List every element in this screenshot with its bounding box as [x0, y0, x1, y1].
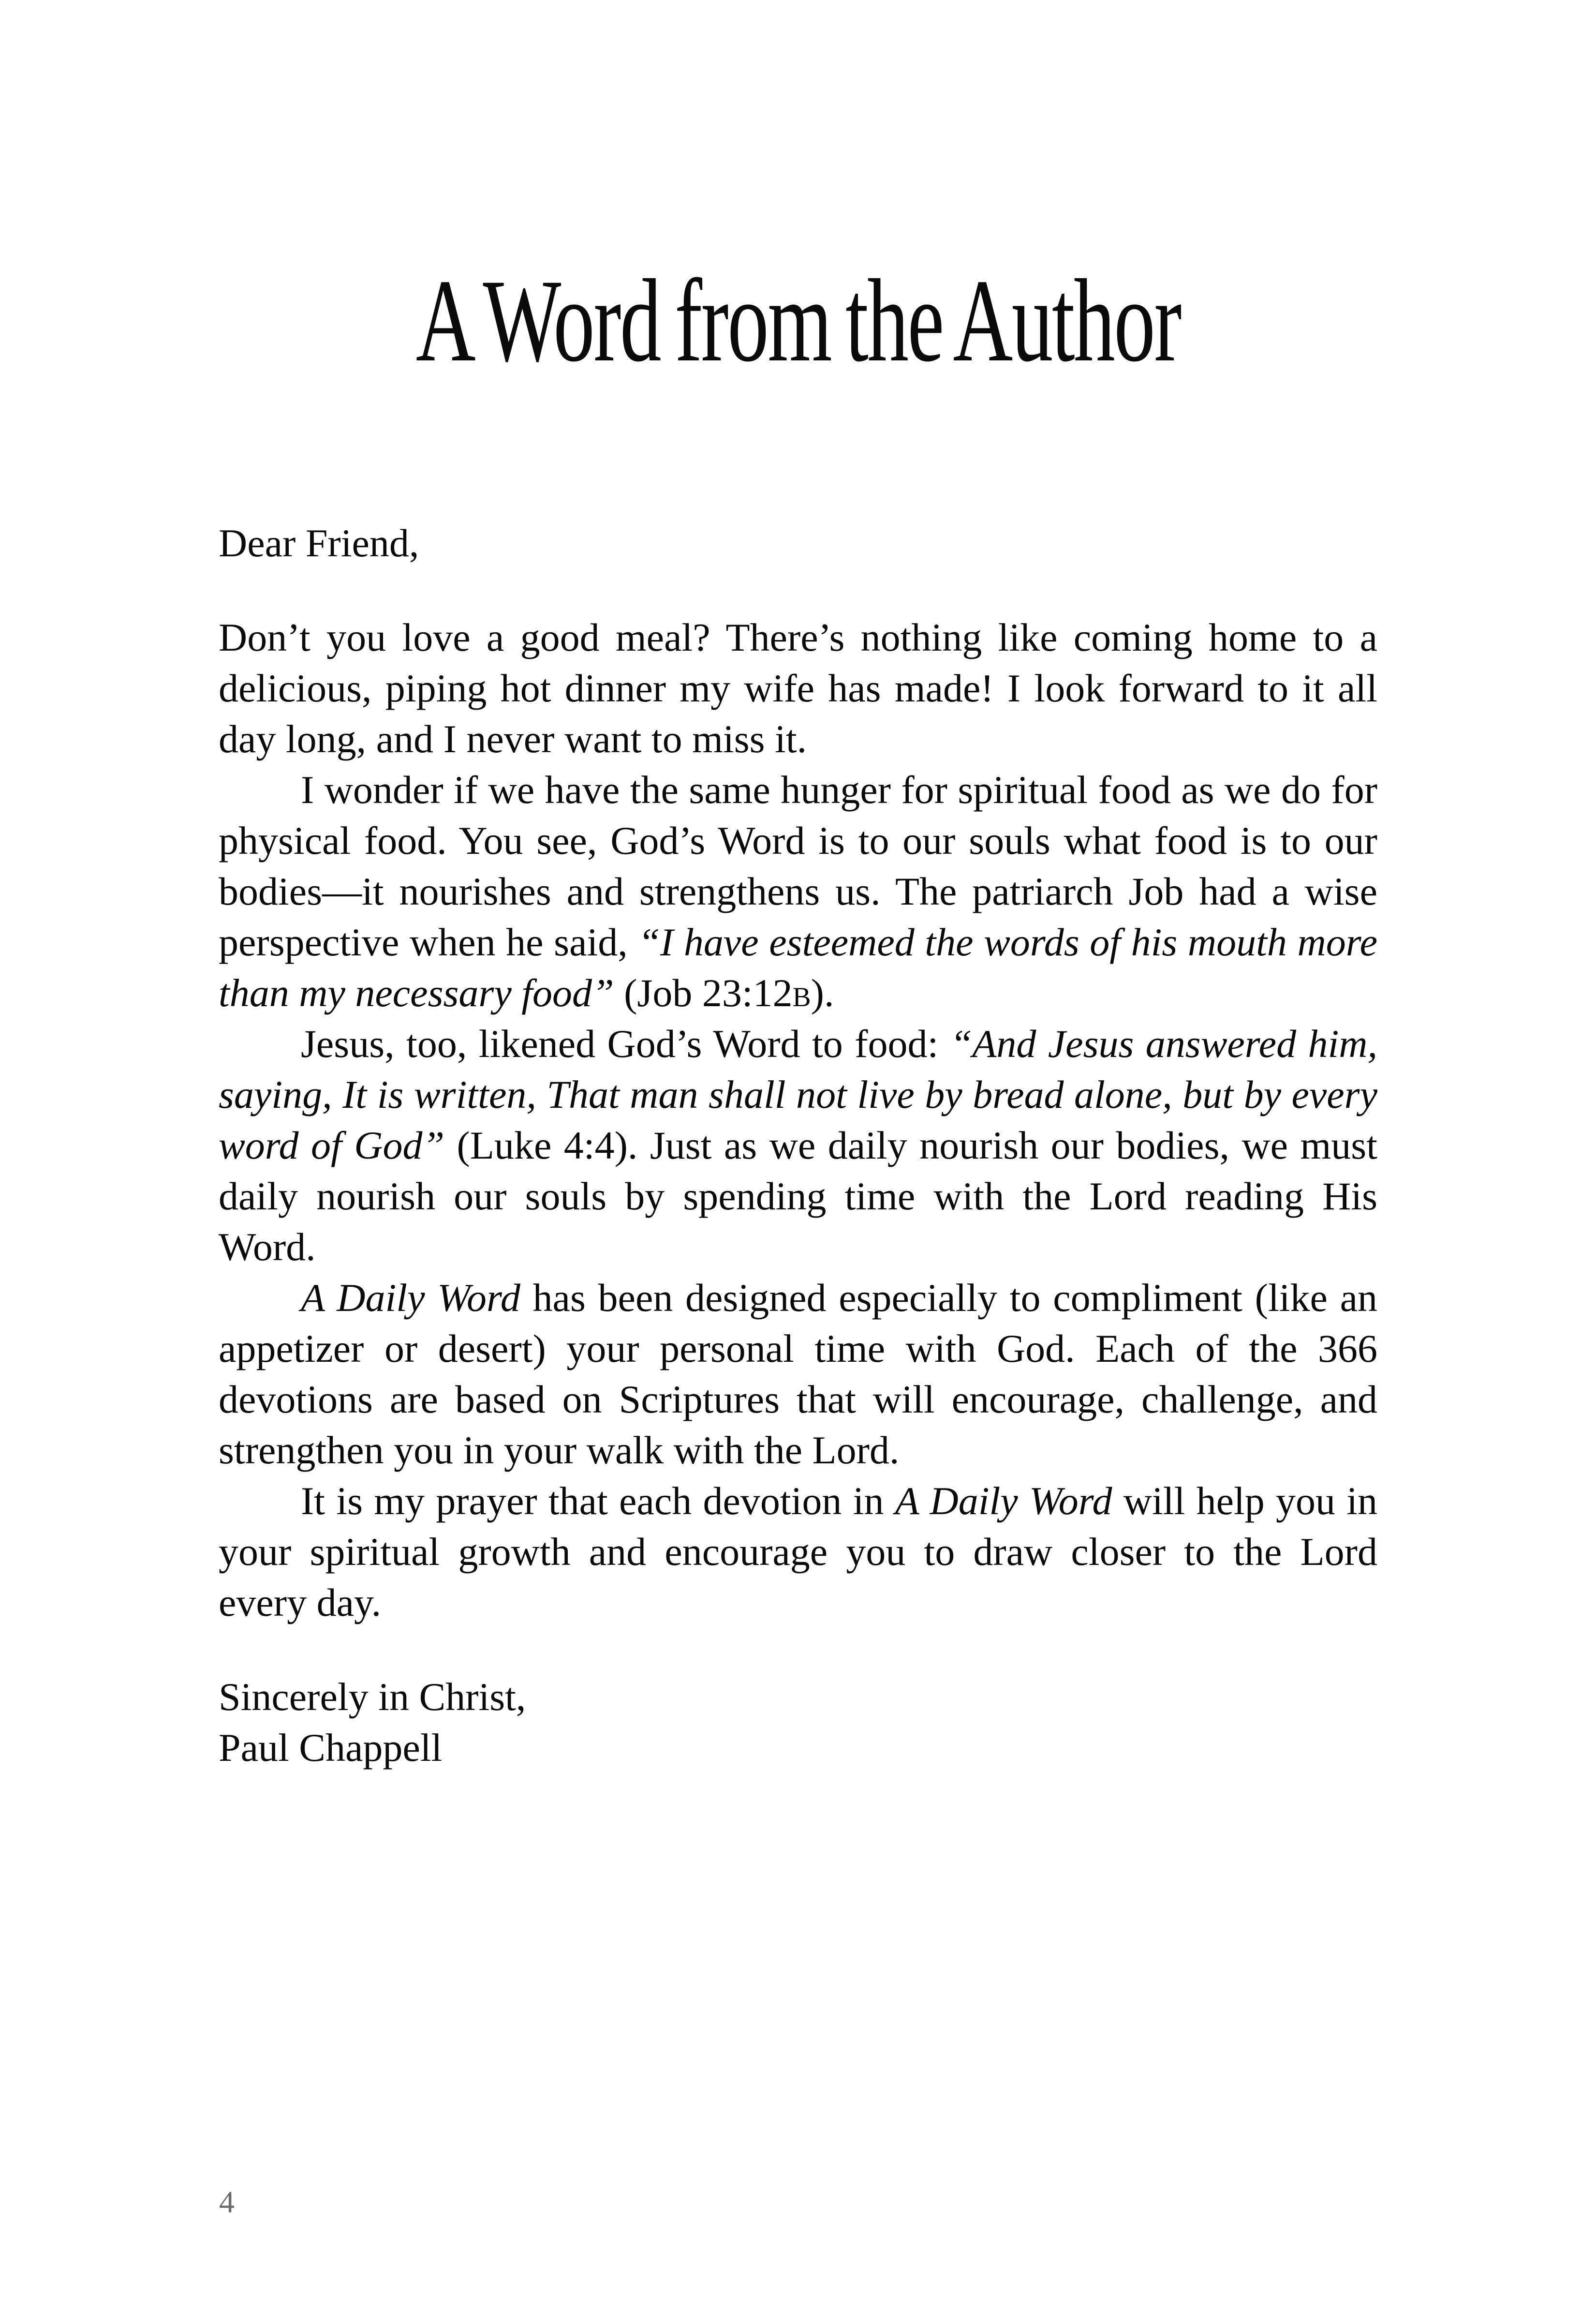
letter-body	[219, 518, 1377, 1773]
paragraph-3	[219, 1018, 1377, 1272]
salutation: Dear Friend,	[219, 521, 419, 565]
verse-letter-smallcaps: b	[792, 971, 811, 1015]
scripture-quote-job: “I have esteemed the words of his mouth more than my necessary food”	[219, 920, 1377, 1015]
paragraph-1	[219, 612, 1377, 764]
paragraph-1-text: Don’t you love a good meal? There’s nothing like coming home to a delicious, piping hot dinner my wife has made! I look forward to it all day long, and I never want to miss it.	[219, 615, 1377, 761]
paragraph-3-run-1: Jesus, too, likened God’s Word to food:	[301, 1022, 950, 1066]
closing-line: Sincerely in Christ,	[219, 1675, 526, 1719]
paragraph-4	[219, 1272, 1377, 1475]
signature-name: Paul Chappell	[219, 1726, 443, 1770]
book-title-italic: A Daily Word	[301, 1276, 520, 1320]
paragraph-4-run-2: has been designed especially to compliment (like an appetizer or desert) your personal time with God. Each of the 366 devotions are based on Scriptures that will encourage, challenge, and strengthen you in your walk with the Lord.	[219, 1276, 1377, 1472]
paragraph-3-run-3: (Luke 4:4). Just as we daily nourish our bodies, we must daily nourish our souls by spending time with the Lord reading His Word.	[219, 1123, 1377, 1269]
page-title-text: A Word from the Author	[415, 255, 1181, 386]
paragraph-5-run-3: will help you in your spiritual growth and encourage you to draw closer to the Lord every day.	[219, 1479, 1377, 1624]
book-title-italic-2: A Daily Word	[895, 1479, 1112, 1523]
paragraph-2-run-1: I wonder if we have the same hunger for spiritual food as we do for physical food. You see, God’s Word is to our souls what food is to our bodies—it nourishes and strengthens us. The patriarch Job had a wise perspective when he said,	[219, 768, 1377, 964]
paragraph-5	[219, 1475, 1377, 1628]
paragraph-2-run-3: (Job 23:12	[614, 971, 793, 1015]
paragraph-2-run-5: ).	[811, 971, 834, 1015]
page-title	[0, 0, 1596, 386]
paragraph-5-run-1: It is my prayer that each devotion in	[301, 1479, 895, 1523]
paragraph-2	[219, 764, 1377, 1018]
scripture-quote-luke: “And Jesus answered him, saying, It is written, That man shall not live by bread alone, but by every word of God”	[219, 1022, 1377, 1167]
page-number: 4	[219, 2185, 235, 2219]
